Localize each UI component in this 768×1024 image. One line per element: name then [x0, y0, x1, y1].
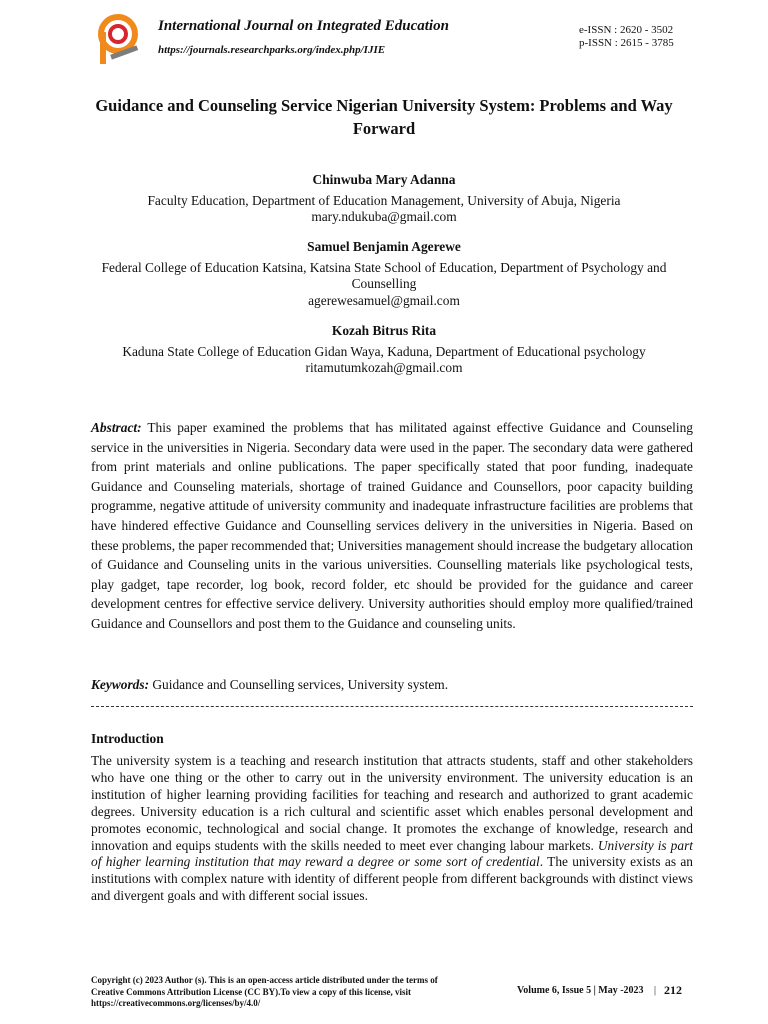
abstract [91, 418, 693, 634]
intro-text-italic: University is part of higher learning institution that may reward a degree or some sort of credential [91, 837, 694, 870]
abstract-text: This paper examined the problems that has militated against effective Guidance and Counseling service in the universities in Nigeria. Secondary data were used in the paper. The secondary data were gathered from print materials and online publications. The paper specifically stated that poor funding, inadequate Guidance and Counseling materials, shortage of trained Guidance and Counsellors, poor capacity building programme, negative attitude of university community and inadequate infrastructure facilities are problems that have hindered effective Guidance and Counselling services delivery in the universities in Nigeria. Based on these problems, the paper recommended that; Universities management should increase the budgetary allocation of Guidance and Counseling units in the various universities. Counselling materials like psychological tests, play gadget, tape recorder, log book, record folder, etc should be provided for the guidance and career development centres for effective service delivery. University authorities should employ more qualified/trained Guidance and Counsellors and post them to the Guidance and counseling units. [91, 420, 694, 631]
eissn: e-ISSN : 2620 - 3502 [579, 24, 674, 36]
page-number: 212 [664, 983, 682, 997]
section-divider [91, 706, 693, 707]
keywords [91, 677, 693, 693]
author-name: Chinwuba Mary Adanna [312, 172, 456, 187]
author-block [96, 172, 672, 226]
author-name: Kozah Bitrus Rita [331, 323, 437, 338]
intro-text-part2: . The university exists as an institutions with complex nature with identity of different people from different backgrounds with distinct views and divergent goals and with different social issues. [91, 854, 693, 904]
author-affiliation: Kaduna State College of Education Gidan Waya, Kaduna, Department of Educational psychology [122, 343, 646, 359]
footer-separator: | [654, 985, 657, 996]
copyright-notice: Copyright (c) 2023 Author (s). This is an open-access article distributed under the terms of Creative Commons Attribution License (CC BY).To view a copy of this license, visit https://creativecommons.org/licenses/by/4.0/ [91, 975, 438, 1008]
issn-block [579, 24, 674, 50]
volume-issue: Volume 6, Issue 5 | May -2023 [517, 985, 644, 996]
intro-text-part1: The university system is a teaching and research institution that attracts students, staff and other stakeholders who have one thing or the other to carry out in the university environment. The university education is an institution of higher learning providing facilities for teaching and research and authorized to grant academic degrees. University education is a rich cultural and scientific asset which enables personal development and promotes economic, technological and social change. It promotes the exchange of knowledge, research and innovation and equips students with the skills needed to meet ever changing labour markets. [91, 753, 693, 853]
journal-url[interactable]: https://journals.researchparks.org/index.php/IJIE [158, 44, 386, 56]
author-email[interactable]: mary.ndukuba@gmail.com [311, 209, 457, 224]
author-email[interactable]: agerewesamuel@gmail.com [308, 292, 460, 308]
abstract-label: Abstract: [91, 420, 142, 435]
article-title: Guidance and Counseling Service Nigerian University System: Problems and Way Forward [95, 96, 673, 138]
research-parks-logo [96, 14, 142, 68]
author-block [96, 323, 672, 377]
author-email[interactable]: ritamutumkozah@gmail.com [305, 360, 463, 375]
pissn: p-ISSN : 2615 - 3785 [579, 37, 674, 49]
author-name: Samuel Benjamin Agerewe [307, 239, 461, 254]
keywords-label: Keywords: [91, 677, 150, 692]
introduction-paragraph [91, 753, 693, 905]
author-affiliation: Federal College of Education Katsina, Katsina State School of Education, Department of Psychology and Counselling [101, 259, 667, 291]
keywords-text: Guidance and Counselling services, University system. [152, 677, 449, 692]
author-affiliation: Faculty Education, Department of Education Management, University of Abuja, Nigeria [147, 192, 621, 208]
author-block [96, 239, 672, 309]
journal-name: International Journal on Integrated Education [158, 18, 449, 34]
introduction-heading: Introduction [91, 731, 164, 746]
